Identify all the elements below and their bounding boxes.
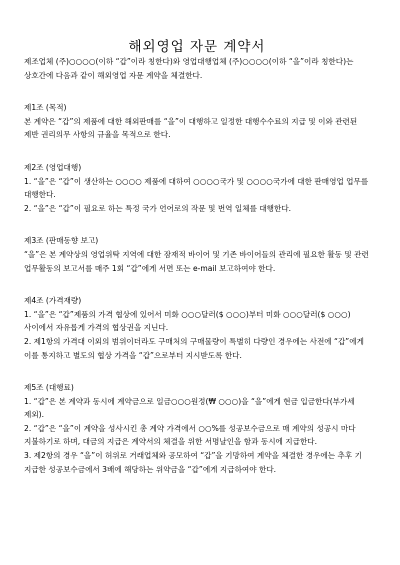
article-paragraph: 1. “을”은 “갑”이 생산하는 ○○○○ 제품에 대하여 ○○○○국가 및 ○○○○국가에 대한 판매영업 업무를 대행한다. [24,176,369,200]
article-heading: 제5조 (대행료) [24,383,74,393]
article-paragraph: 2. “을”은 “갑”이 필요로 하는 특정 국가 언어로의 작문 및 번역 일체를 대행한다. [24,203,292,213]
article-paragraph: 본 계약은 “갑”의 제품에 대한 해외판매를 “을”이 대행하고 일정한 대행수수료의 지급 및 이와 관련된 제반 권리의무 사항의 규율을 목적으로 한다. [24,116,358,140]
article-paragraph: 3. 제2항의 경우 “을”이 허위로 거래업체와 공모하여 “갑”을 기망하여 계약을 체결한 경우에는 추후 기 지급한 성공보수금에서 3배에 해당하는 위약금을 “갑”에게 지급하여야 한다. [24,451,362,474]
article-paragraph: 2. 제1항의 가격대 이외의 범위이더라도 구매처의 구매물량이 특별히 다량인 경우에는 사전에 “갑”에게 이를 통지하고 별도의 협상 가격을 “갑”으로부터 지시받도록 한다. [24,336,364,360]
article-heading: 제3조 (판매동향 보고) [24,236,99,246]
article-1 [24,101,370,142]
article-paragraph: “을”은 본 계약상의 영업위탁 지역에 대한 잠재적 바이어 및 기존 바이어들의 관리에 필요한 활동 및 관련 업무활동의 보고서를 매주 1회 “갑”에게 서면 또는 e-mail 보고하여야 한다. [24,249,369,273]
article-paragraph: 1. “갑”은 본 계약과 동시에 계약금으로 일금○○○원정(₩ ○○○)을 “을”에게 현금 입금한다(부가세 제외). [24,396,355,420]
document-title: 해외영업 자문 계약서 [128,39,266,55]
article-5 [24,381,370,476]
article-2 [24,161,370,215]
article-4 [24,294,370,362]
article-heading: 제2조 (영업대행) [24,162,82,172]
article-paragraph: 2. “갑”은 “을”이 계약을 성사시킨 총 계약 가격에서 ○○%를 성공보수금으로 매 계약의 성공시 마다 지불하기로 하며, 대금의 지급은 계약서의 체결을 위한 서명날인을 함과 동시에 지급한다. [24,423,356,447]
article-paragraph: 1. “을”은 “갑”제품의 가격 협상에 있어서 미화 ○○○달러($ ○○○)부터 미화 ○○○달러($ ○○○)사이에서 자유롭게 가격의 협상권을 지닌다. [24,309,351,333]
intro-paragraph: 제조업체 (주)○○○○(이하 “갑”이라 칭한다)와 영업대행업체 (주)○○○○(이하 “을”이라 칭한다)는 상호간에 다음과 같이 해외영업 자문 계약을 체결한다. [24,57,354,80]
article-heading: 제4조 (가격재량) [24,296,82,306]
article-heading: 제1조 (목적) [24,103,67,113]
article-3 [24,234,370,275]
